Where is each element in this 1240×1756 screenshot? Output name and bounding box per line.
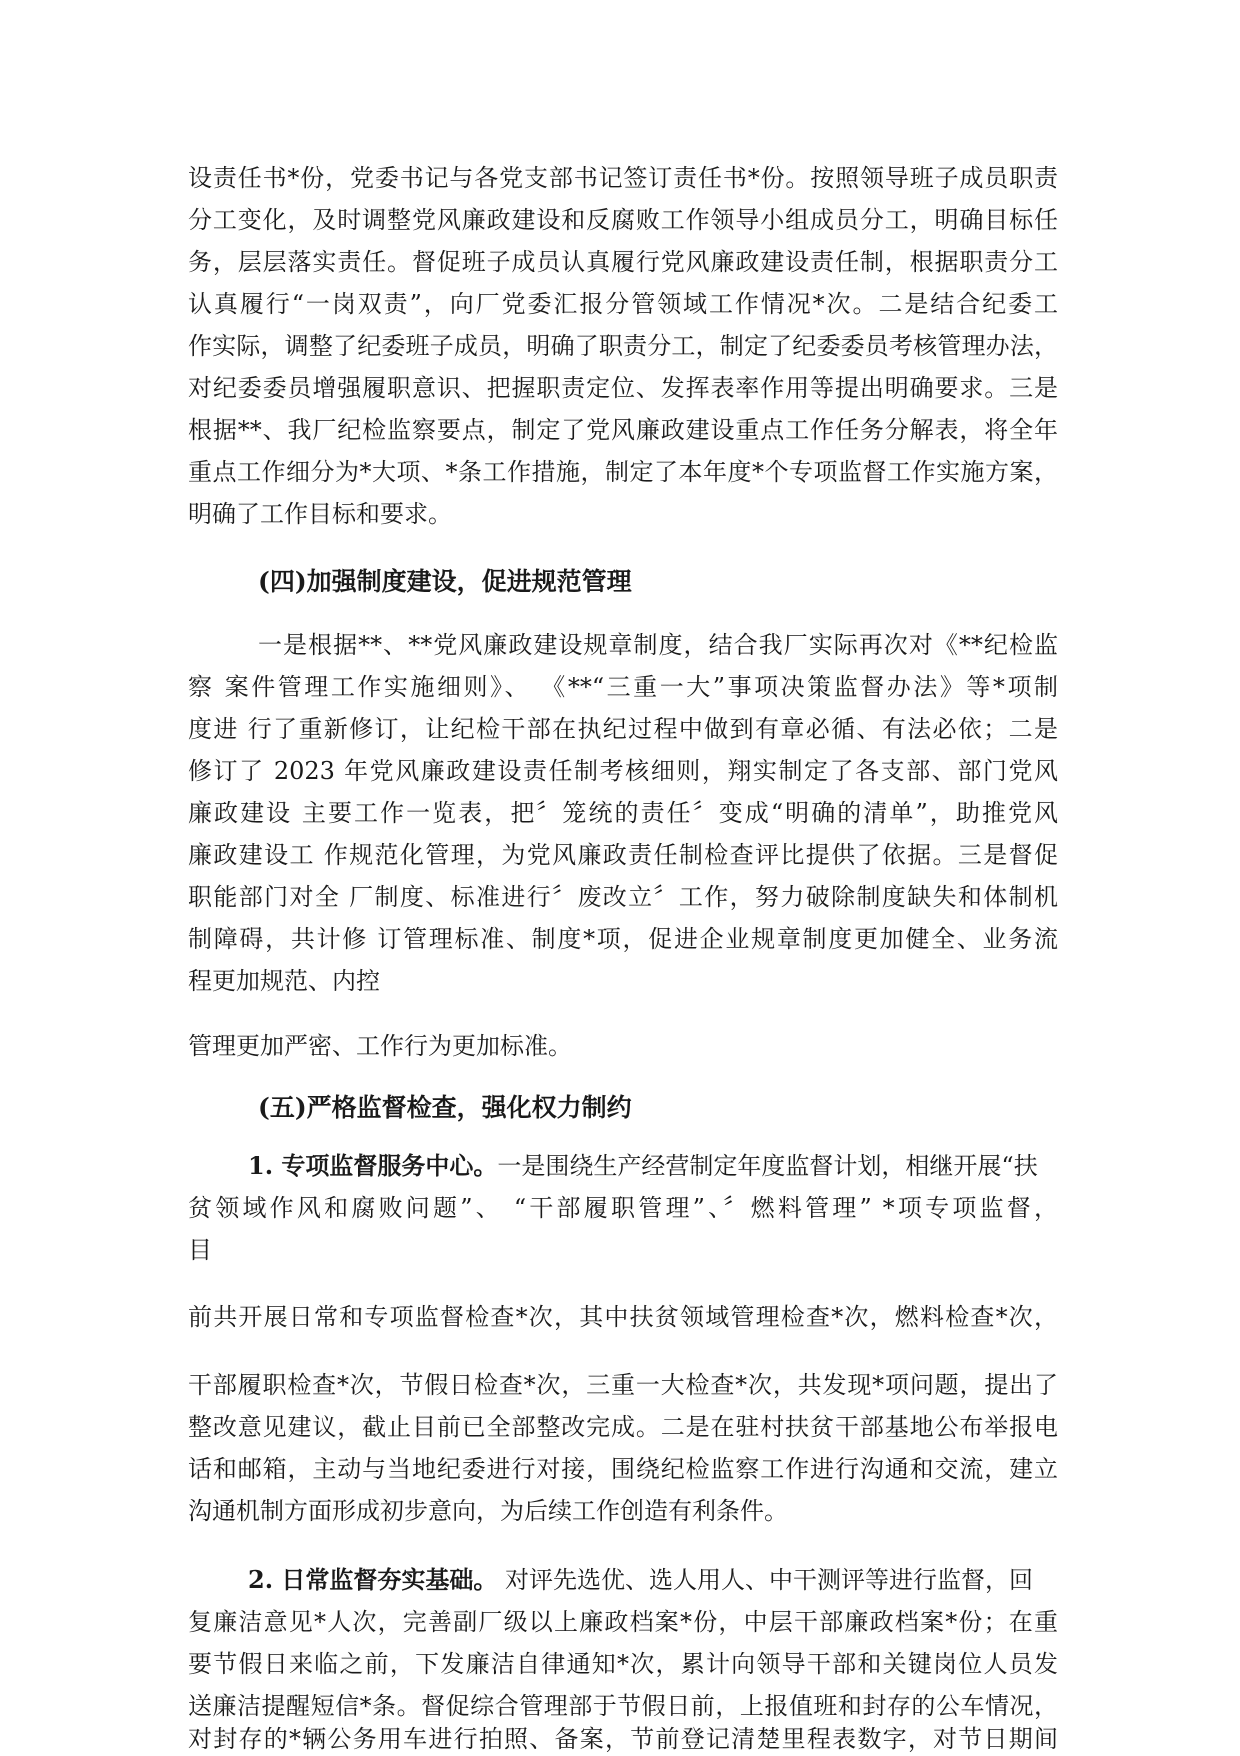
paragraph-line: 复廉洁意见*人次，完善副厂级以上廉政档案*份，中层干部廉政档案*份；在重 bbox=[188, 1608, 1058, 1636]
paragraph-line: 程更加规范、内控 bbox=[188, 967, 380, 995]
paragraph-line: 廉政建设工 作规范化管理，为党风廉政责任制检查评比提供了依据。三是督促 bbox=[188, 841, 1058, 869]
section-heading: (五)严格监督检查，强化权力制约 bbox=[258, 1093, 632, 1122]
paragraph-line: 整改意见建议，截止目前已全部整改完成。二是在驻村扶贫干部基地公布举报电 bbox=[188, 1413, 1058, 1441]
paragraph-line: 设责任书*份，党委书记与各党支部书记签订责任书*份。按照领导班子成员职责 bbox=[188, 164, 1058, 192]
paragraph-line: 话和邮箱，主动与当地纪委进行对接，围绕纪检监察工作进行沟通和交流，建立 bbox=[188, 1455, 1058, 1483]
paragraph-line: 对纪委委员增强履职意识、把握职责定位、发挥表率作用等提出明确要求。三是 bbox=[188, 374, 1058, 402]
paragraph-line: 明确了工作目标和要求。 bbox=[188, 500, 452, 528]
paragraph-line: 职能部门对全 厂制度、标准进行〞废改立〞工作，努力破除制度缺失和体制机 bbox=[188, 883, 1058, 911]
paragraph-line bbox=[248, 1149, 1058, 1183]
paragraph-line: 制障碍，共计修 订管理标准、制度*项，促进企业规章制度更加健全、业务流 bbox=[188, 925, 1058, 953]
paragraph-line: 作实际，调整了纪委班子成员，明确了职责分工，制定了纪委委员考核管理办法， bbox=[188, 332, 1058, 360]
paragraph-line: 务，层层落实责任。督促班子成员认真履行党风廉政建设责任制，根据职责分工 bbox=[188, 248, 1058, 276]
paragraph-line: 分工变化，及时调整党风廉政建设和反腐败工作领导小组成员分工，明确目标任 bbox=[188, 206, 1058, 234]
section-heading: (四)加强制度建设，促进规范管理 bbox=[258, 567, 632, 596]
paragraph-line: 一是根据**、**党风廉政建设规章制度，结合我厂实际再次对《**纪检监 bbox=[258, 631, 1058, 659]
paragraph-line: 根据**、我厂纪检监察要点，制定了党风廉政建设重点工作任务分解表，将全年 bbox=[188, 416, 1058, 444]
paragraph-line: 对封存的*辆公务用车进行拍照、备案，节前登记清楚里程表数字，对节日期间 bbox=[188, 1725, 1058, 1753]
item-title: 1. 专项监督服务中心。 bbox=[248, 1151, 498, 1180]
item-text: 对评先选优、选人用人、中干测评等进行监督，回 bbox=[497, 1566, 1034, 1594]
paragraph-line: 廉政建设 主要工作一览表，把〞笼统的责任〞变成“明确的清单”，助推党风 bbox=[188, 799, 1058, 827]
paragraph-line: 要节假日来临之前，下发廉洁自律通知*次，累计向领导干部和关键岗位人员发 bbox=[188, 1650, 1058, 1678]
item-title: 2. 日常监督夯实基础。 bbox=[248, 1565, 498, 1594]
paragraph-line: 修订了 2023 年党风廉政建设责任制考核细则，翔实制定了各支部、部门党风 bbox=[188, 757, 1058, 785]
paragraph-line: 察 案件管理工作实施细则》、 《**“三重一大”事项决策监督办法》等*项制 bbox=[188, 673, 1058, 701]
paragraph-line: 贫领域作风和腐败问题”、 “干部履职管理”、〞燃料管理” *项专项监督， bbox=[188, 1194, 1058, 1222]
paragraph-line: 目 bbox=[188, 1236, 212, 1264]
paragraph-line: 送廉洁提醒短信*条。督促综合管理部于节假日前，上报值班和封存的公车情况， bbox=[188, 1692, 1058, 1720]
paragraph-line bbox=[248, 1563, 1058, 1597]
paragraph-line: 沟通机制方面形成初步意向，为后续工作创造有利条件。 bbox=[188, 1497, 788, 1525]
paragraph-line: 重点工作细分为*大项、*条工作措施，制定了本年度*个专项监督工作实施方案， bbox=[188, 458, 1058, 486]
paragraph-line: 干部履职检查*次，节假日检查*次，三重一大检查*次，共发现*项问题，提出了 bbox=[188, 1371, 1058, 1399]
item-text: 一是围绕生产经营制定年度监督计划，相继开展“扶 bbox=[497, 1152, 1038, 1180]
paragraph-line: 度进 行了重新修订，让纪检干部在执纪过程中做到有章必循、有法必依；二是 bbox=[188, 715, 1058, 743]
paragraph-line: 管理更加严密、工作行为更加标准。 bbox=[188, 1032, 572, 1060]
paragraph-line: 前共开展日常和专项监督检查*次，其中扶贫领域管理检查*次，燃料检查*次， bbox=[188, 1303, 1058, 1331]
paragraph-line: 认真履行“一岗双责”，向厂党委汇报分管领域工作情况*次。二是结合纪委工 bbox=[188, 290, 1058, 318]
